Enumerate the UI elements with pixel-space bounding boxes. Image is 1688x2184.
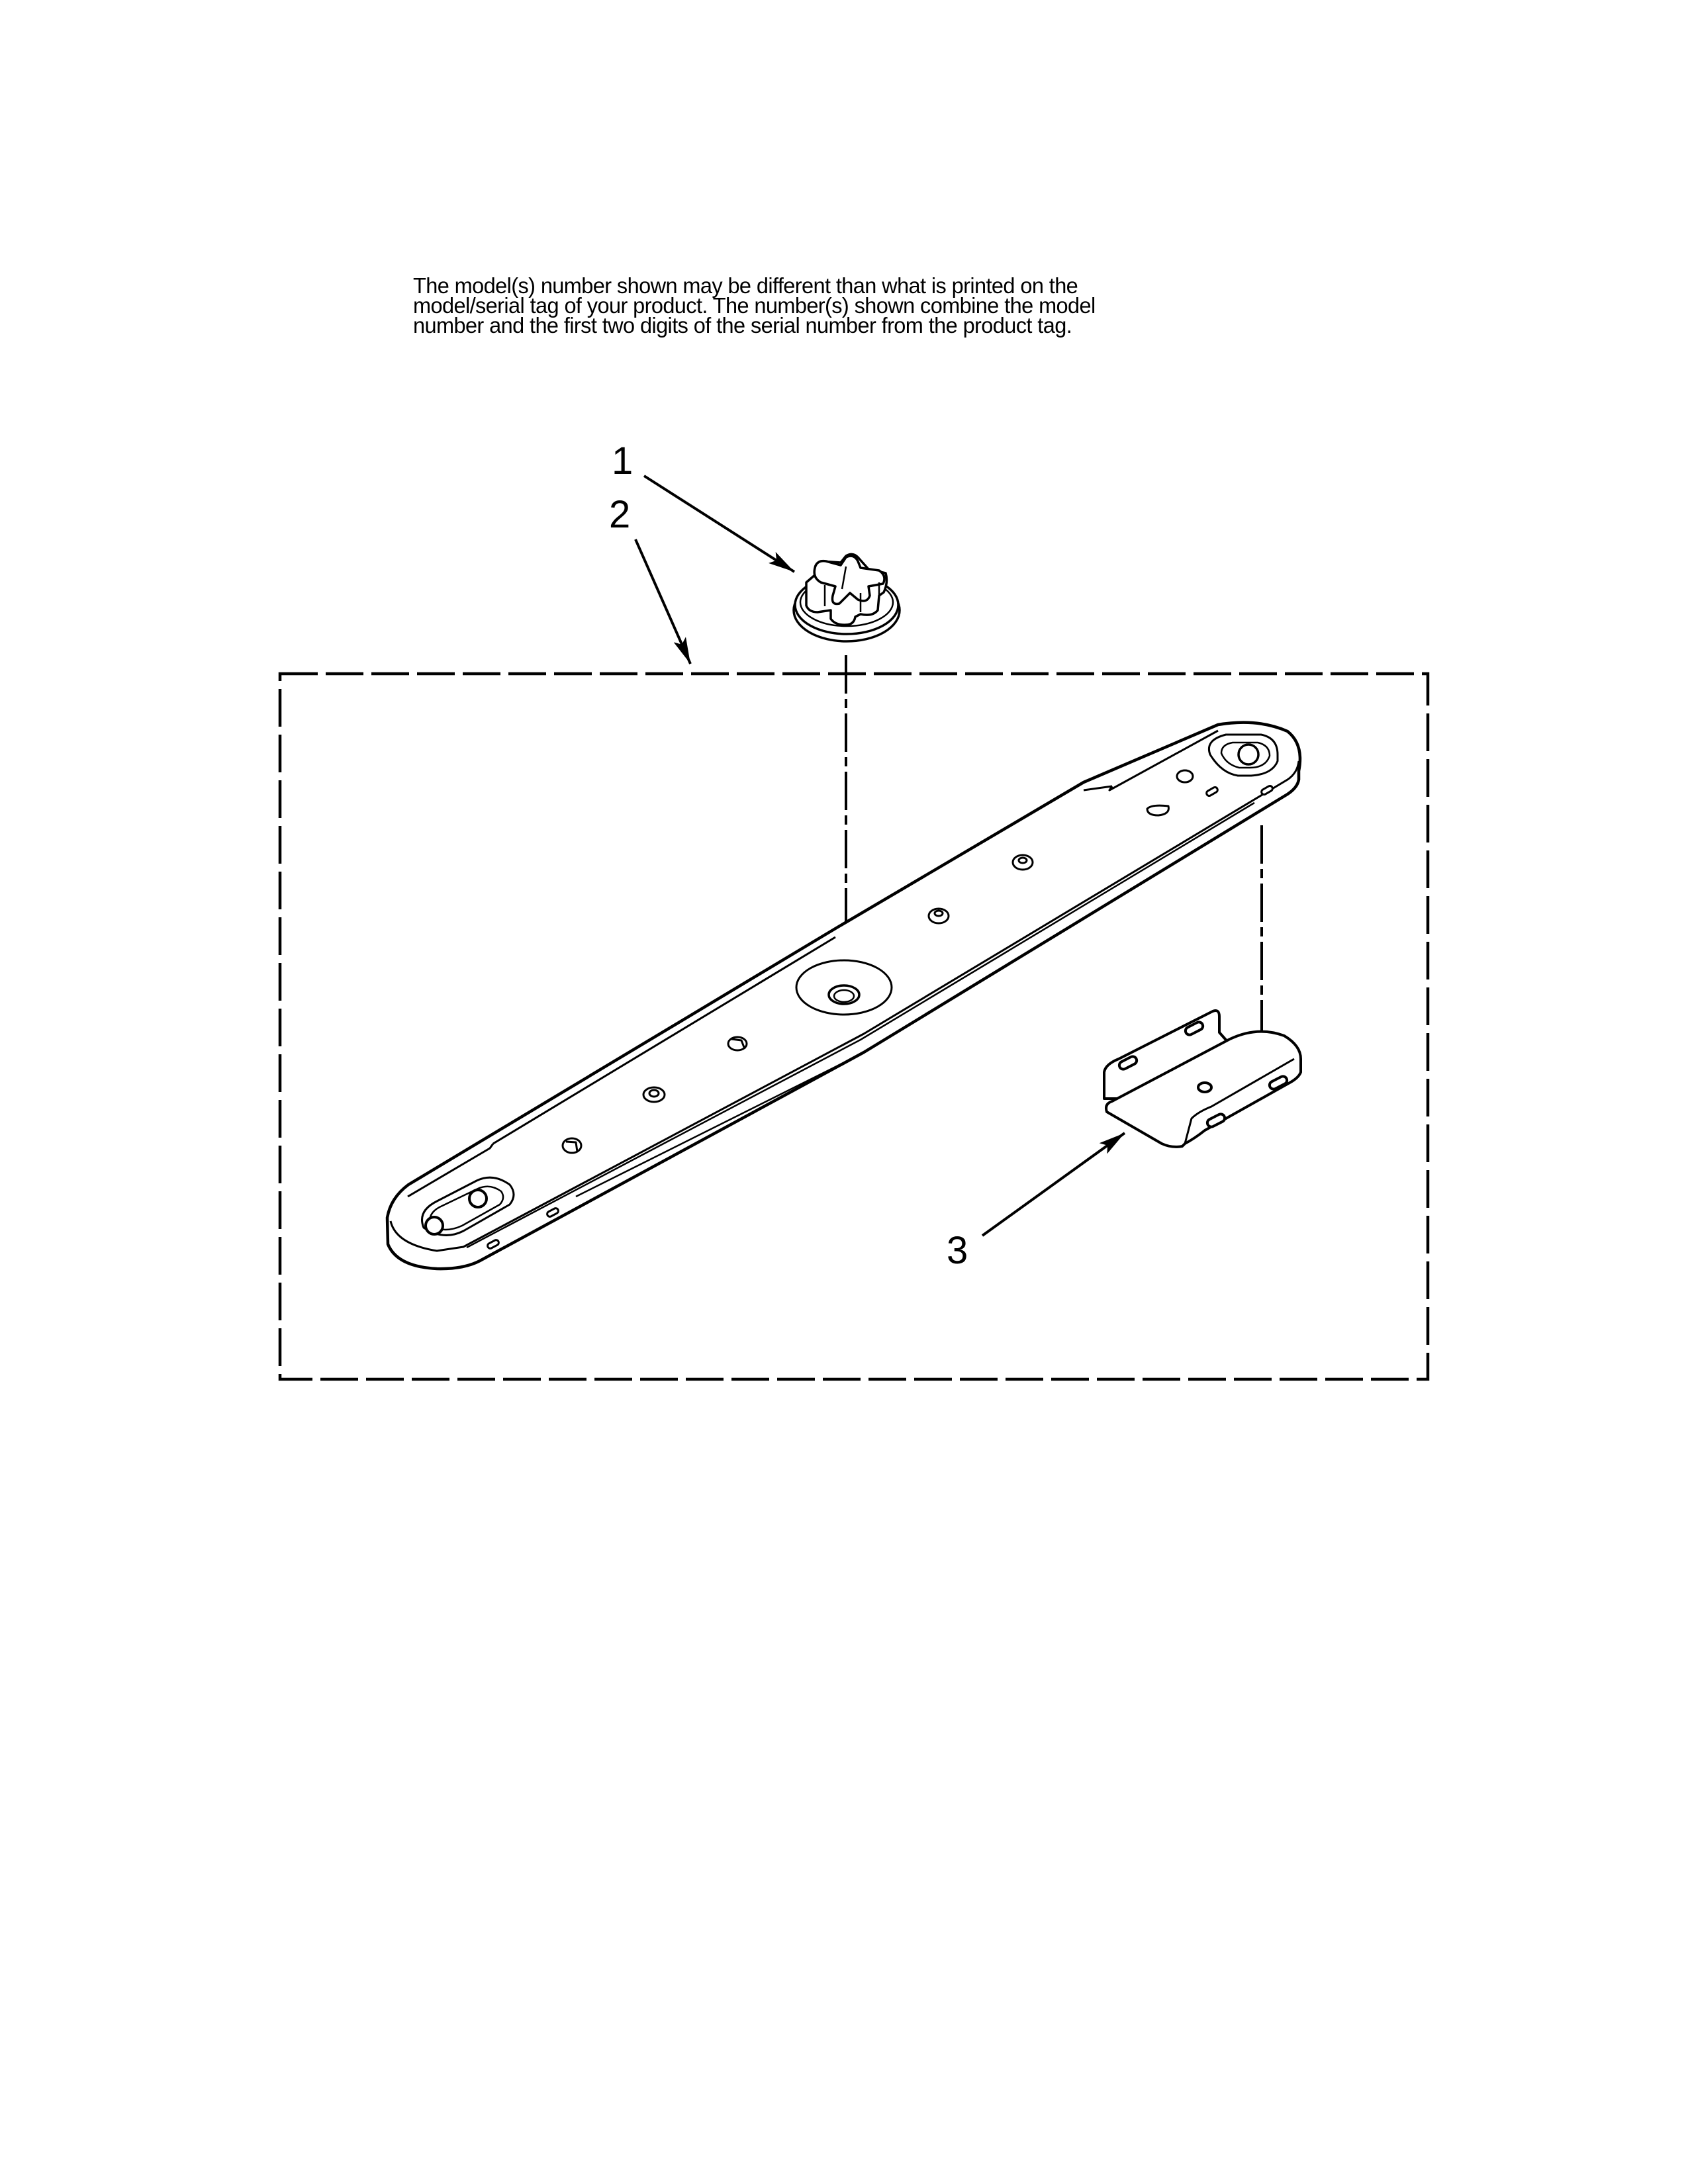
callout-arrow-1 <box>644 476 794 572</box>
callout-number-2: 2 <box>609 493 631 536</box>
bracket-icon <box>1104 1011 1301 1147</box>
spray-arm-icon <box>387 723 1300 1272</box>
disclaimer-line-1: The model(s) number shown may be different than what is printed on the <box>413 273 1078 298</box>
hub-nut-icon <box>794 554 900 641</box>
callout-number-1: 1 <box>612 439 633 482</box>
disclaimer-line-3: number and the first two digits of the serial number from the product tag. <box>413 313 1072 338</box>
disclaimer-line-2: model/serial tag of your product. The number(s) shown combine the model <box>413 293 1096 318</box>
callout-arrow-3 <box>982 1133 1125 1236</box>
callout-arrow-2 <box>635 539 690 664</box>
callout-number-3: 3 <box>947 1229 968 1272</box>
